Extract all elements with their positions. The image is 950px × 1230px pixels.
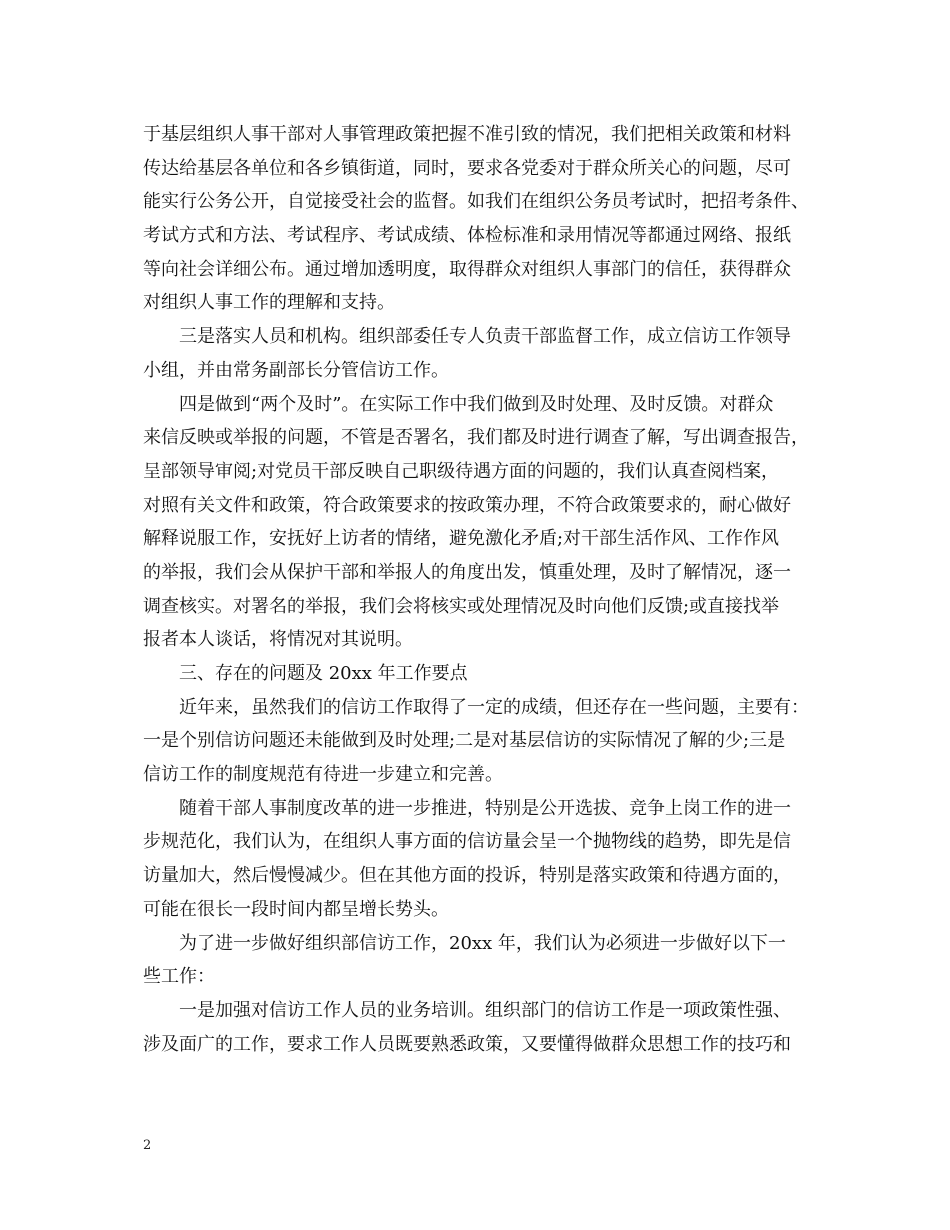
text-line: 对组织人事工作的理解和支持。 — [143, 292, 395, 314]
text-line: 解释说服工作，安抚好上访者的情绪，避免激化矛盾;对干部生活作风、工作作风 — [143, 528, 780, 550]
text-line: 四是做到“两个及时”。在实际工作中我们做到及时处理、及时反馈。对群众 — [179, 393, 774, 415]
text-line: 于基层组织人事干部对人事管理政策把握不准引致的情况，我们把相关政策和材料 — [143, 124, 791, 145]
text-line: 来信反映或举报的问题，不管是否署名，我们都及时进行调查了解，写出调查报告， — [143, 427, 809, 449]
text-line: 三、存在的问题及 20xx 年工作要点 — [179, 663, 468, 684]
text-line: 随着干部人事制度改革的进一步推进，特别是公开选拔、竞争上岗工作的进一 — [179, 797, 791, 819]
document-body — [143, 118, 833, 1061]
text-line: 些工作： — [143, 966, 215, 988]
text-line: 可能在很长一段时间内都呈增长势头。 — [143, 898, 449, 920]
text-line: 涉及面广的工作，要求工作人员既要熟悉政策，又要懂得做群众思想工作的技巧和 — [143, 1033, 791, 1055]
text-line: 步规范化，我们认为，在组织人事方面的信访量会呈一个抛物线的趋势，即先是信 — [143, 831, 791, 853]
text-line: 对照有关文件和政策，符合政策要求的按政策办理，不符合政策要求的，耐心做好 — [143, 494, 791, 516]
text-line: 为了进一步做好组织部信访工作，20xx 年，我们认为必须进一步做好以下一 — [179, 932, 786, 954]
text-line: 近年来，虽然我们的信访工作取得了一定的成绩，但还存在一些问题，主要有： — [179, 696, 809, 718]
text-line: 小组，并由常务副部长分管信访工作。 — [143, 359, 449, 381]
text-line: 报者本人谈话，将情况对其说明。 — [143, 629, 413, 651]
text-line: 调查核实。对署名的举报，我们会将核实或处理情况及时向他们反馈;或直接找举 — [143, 595, 780, 617]
text-line: 考试方式和方法、考试程序、考试成绩、体检标准和录用情况等都通过网络、报纸 — [143, 225, 791, 247]
page-number: 2 — [143, 1138, 152, 1153]
text-line: 等向社会详细公布。通过增加透明度，取得群众对组织人事部门的信任，获得群众 — [143, 258, 791, 280]
text-line: 能实行公务公开，自觉接受社会的监督。如我们在组织公务员考试时，把招考条件、 — [143, 191, 809, 213]
text-line: 信访工作的制度规范有待进一步建立和完善。 — [143, 764, 503, 786]
text-line: 访量加大，然后慢慢减少。但在其他方面的投诉，特别是落实政策和待遇方面的， — [143, 865, 791, 887]
text-line: 一是个别信访问题还未能做到及时处理;二是对基层信访的实际情况了解的少;三是 — [143, 730, 786, 752]
text-line: 传达给基层各单位和各乡镇街道，同时，要求各党委对于群众所关心的问题，尽可 — [143, 157, 791, 179]
text-line: 呈部领导审阅;对党员干部反映自己职级待遇方面的问题的，我们认真查阅档案， — [143, 460, 780, 482]
text-line: 一是加强对信访工作人员的业务培训。组织部门的信访工作是一项政策性强、 — [179, 999, 791, 1021]
text-line: 的举报，我们会从保护干部和举报人的角度出发，慎重处理，及时了解情况，逐一 — [143, 561, 791, 583]
text-line: 三是落实人员和机构。组织部委任专人负责干部监督工作，成立信访工作领导 — [179, 326, 791, 348]
